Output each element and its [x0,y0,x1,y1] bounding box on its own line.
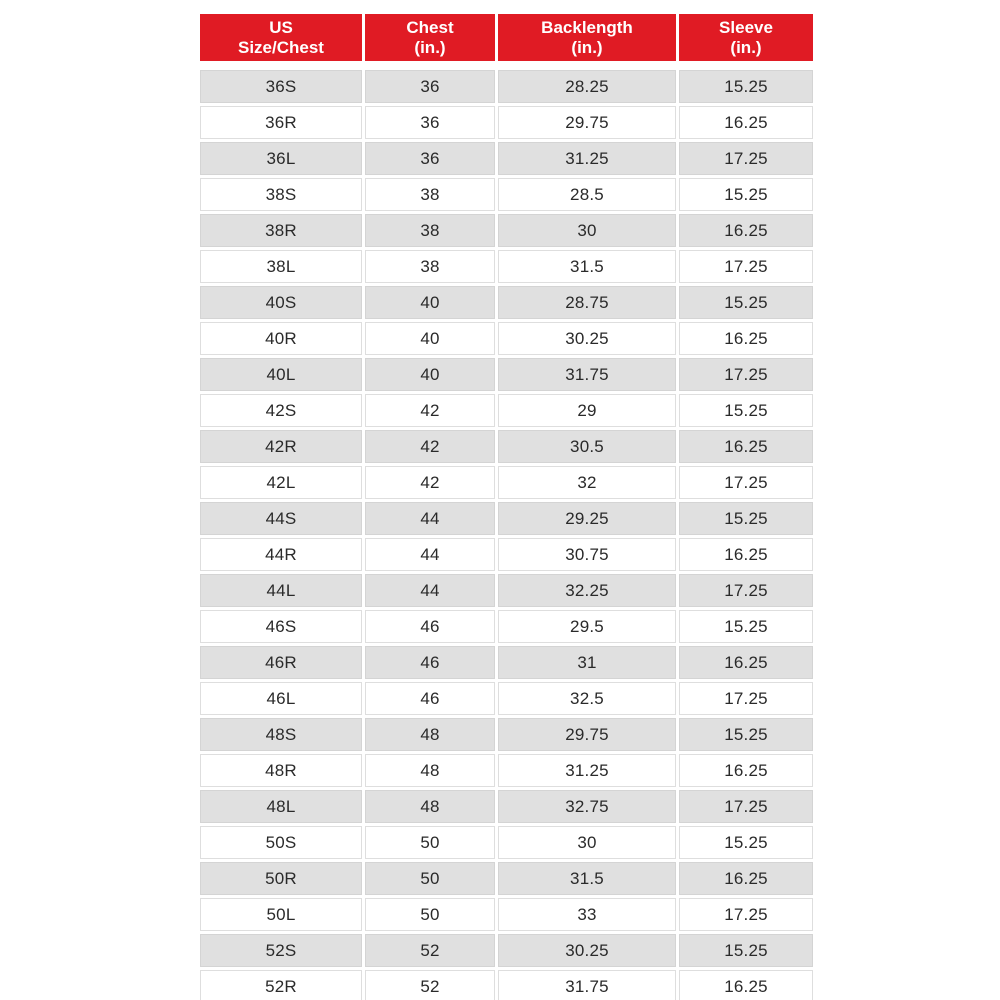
cell-size: 48L [200,790,362,823]
cell-sleeve: 17.25 [679,250,813,283]
cell-sleeve: 15.25 [679,394,813,427]
cell-chest: 52 [365,934,495,967]
cell-chest: 40 [365,358,495,391]
cell-backlength: 29 [498,394,676,427]
cell-size: 42S [200,394,362,427]
cell-sleeve: 17.25 [679,466,813,499]
table-row [200,214,813,247]
cell-chest: 42 [365,394,495,427]
cell-size: 46R [200,646,362,679]
cell-sleeve: 16.25 [679,862,813,895]
cell-chest: 42 [365,430,495,463]
cell-size: 44L [200,574,362,607]
table-row [200,826,813,859]
header-chest [365,14,495,61]
table-row [200,430,813,463]
cell-backlength: 29.25 [498,502,676,535]
cell-size: 48S [200,718,362,751]
cell-chest: 50 [365,826,495,859]
table-row [200,286,813,319]
cell-sleeve: 15.25 [679,286,813,319]
table-row [200,646,813,679]
table-row [200,70,813,103]
table-row [200,538,813,571]
cell-size: 44S [200,502,362,535]
cell-backlength: 30 [498,826,676,859]
cell-chest: 38 [365,214,495,247]
cell-sleeve: 15.25 [679,718,813,751]
table-row [200,178,813,211]
cell-backlength: 31.5 [498,250,676,283]
cell-backlength: 30 [498,214,676,247]
cell-backlength: 31.75 [498,970,676,1000]
table-row [200,970,813,1000]
header-line: Size/Chest [238,37,324,57]
cell-size: 38S [200,178,362,211]
table-row [200,898,813,931]
header-line: Chest [406,17,454,37]
cell-size: 50L [200,898,362,931]
cell-sleeve: 15.25 [679,826,813,859]
cell-backlength: 31 [498,646,676,679]
cell-backlength: 29.75 [498,106,676,139]
cell-chest: 40 [365,322,495,355]
table-row [200,718,813,751]
table-row [200,682,813,715]
cell-backlength: 31.25 [498,754,676,787]
table-row [200,610,813,643]
cell-chest: 46 [365,682,495,715]
cell-size: 40S [200,286,362,319]
cell-size: 40R [200,322,362,355]
header-line: US [269,17,293,37]
cell-size: 48R [200,754,362,787]
header-line: (in.) [571,37,603,57]
header-sleeve [679,14,813,61]
cell-sleeve: 15.25 [679,502,813,535]
size-chart-table [200,14,813,1000]
cell-size: 44R [200,538,362,571]
header-line: (in.) [730,37,762,57]
cell-sleeve: 16.25 [679,106,813,139]
table-row [200,142,813,175]
table-row [200,106,813,139]
cell-backlength: 29.5 [498,610,676,643]
table-row [200,394,813,427]
cell-sleeve: 16.25 [679,430,813,463]
cell-sleeve: 16.25 [679,754,813,787]
cell-backlength: 32.25 [498,574,676,607]
cell-sleeve: 15.25 [679,70,813,103]
cell-sleeve: 16.25 [679,970,813,1000]
table-row [200,250,813,283]
cell-backlength: 33 [498,898,676,931]
table-row [200,790,813,823]
cell-backlength: 28.5 [498,178,676,211]
cell-chest: 46 [365,646,495,679]
cell-chest: 48 [365,718,495,751]
cell-sleeve: 17.25 [679,898,813,931]
header-line: (in.) [414,37,446,57]
table-row [200,574,813,607]
cell-chest: 50 [365,862,495,895]
cell-backlength: 32.5 [498,682,676,715]
table-row [200,358,813,391]
table-row [200,754,813,787]
table-body [200,70,813,1000]
cell-backlength: 31.75 [498,358,676,391]
cell-chest: 44 [365,538,495,571]
cell-chest: 46 [365,610,495,643]
cell-size: 40L [200,358,362,391]
cell-chest: 44 [365,502,495,535]
cell-backlength: 30.75 [498,538,676,571]
cell-backlength: 31.25 [498,142,676,175]
cell-chest: 36 [365,70,495,103]
cell-chest: 38 [365,250,495,283]
cell-size: 50S [200,826,362,859]
cell-chest: 48 [365,790,495,823]
cell-backlength: 30.25 [498,322,676,355]
cell-sleeve: 16.25 [679,214,813,247]
cell-backlength: 30.25 [498,934,676,967]
cell-backlength: 32 [498,466,676,499]
cell-backlength: 30.5 [498,430,676,463]
cell-size: 38R [200,214,362,247]
cell-sleeve: 16.25 [679,646,813,679]
header-us-size-chest [200,14,362,61]
cell-size: 42R [200,430,362,463]
cell-chest: 52 [365,970,495,1000]
table-header-row [200,14,813,61]
cell-backlength: 29.75 [498,718,676,751]
table-row [200,934,813,967]
cell-sleeve: 17.25 [679,358,813,391]
cell-sleeve: 16.25 [679,538,813,571]
cell-sleeve: 16.25 [679,322,813,355]
cell-size: 46S [200,610,362,643]
cell-size: 52S [200,934,362,967]
cell-chest: 48 [365,754,495,787]
cell-chest: 38 [365,178,495,211]
cell-chest: 44 [365,574,495,607]
cell-size: 50R [200,862,362,895]
cell-size: 36L [200,142,362,175]
cell-chest: 42 [365,466,495,499]
cell-sleeve: 17.25 [679,682,813,715]
cell-backlength: 32.75 [498,790,676,823]
cell-chest: 40 [365,286,495,319]
cell-size: 46L [200,682,362,715]
cell-chest: 50 [365,898,495,931]
cell-sleeve: 17.25 [679,790,813,823]
cell-size: 36R [200,106,362,139]
cell-size: 38L [200,250,362,283]
table-row [200,322,813,355]
cell-sleeve: 17.25 [679,142,813,175]
header-line: Backlength [541,17,633,37]
header-backlength [498,14,676,61]
cell-sleeve: 15.25 [679,610,813,643]
cell-size: 52R [200,970,362,1000]
cell-backlength: 31.5 [498,862,676,895]
cell-backlength: 28.75 [498,286,676,319]
cell-sleeve: 15.25 [679,934,813,967]
cell-size: 36S [200,70,362,103]
cell-backlength: 28.25 [498,70,676,103]
table-row [200,862,813,895]
header-line: Sleeve [719,17,773,37]
table-row [200,466,813,499]
cell-chest: 36 [365,106,495,139]
cell-sleeve: 17.25 [679,574,813,607]
cell-chest: 36 [365,142,495,175]
cell-sleeve: 15.25 [679,178,813,211]
cell-size: 42L [200,466,362,499]
table-row [200,502,813,535]
